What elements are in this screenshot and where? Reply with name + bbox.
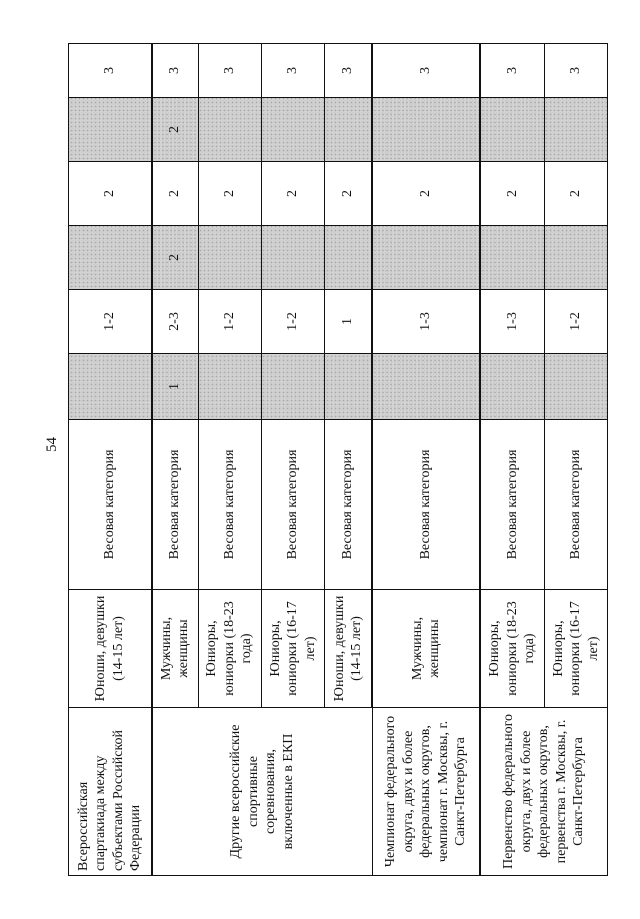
- group-cell: Юниоры, юниорки (18-23 года): [480, 590, 544, 708]
- page-number: 54: [44, 437, 60, 452]
- value-cell: 1-2: [261, 290, 324, 354]
- value-cell: 2: [198, 162, 261, 226]
- value-cell: [372, 98, 480, 162]
- value-cell: 2: [372, 162, 480, 226]
- value-cell: [69, 226, 152, 290]
- value-cell: [480, 226, 544, 290]
- value-cell: 3: [69, 44, 152, 98]
- value-cell: [544, 98, 607, 162]
- value-cell: [480, 98, 544, 162]
- discipline-cell: Весовая категория: [152, 420, 198, 590]
- table-row: [480, 44, 544, 876]
- value-cell: [480, 354, 544, 420]
- competition-cell: Всероссийская спартакиада между субъектами Российской Федерации: [69, 708, 152, 876]
- value-cell: [325, 354, 372, 420]
- value-cell: 2: [480, 162, 544, 226]
- value-cell: 3: [152, 44, 198, 98]
- value-cell: 2: [261, 162, 324, 226]
- discipline-cell: Весовая категория: [198, 420, 261, 590]
- discipline-cell: Весовая категория: [69, 420, 152, 590]
- value-cell: [261, 226, 324, 290]
- group-cell: Юниоры, юниорки (16-17 лет): [261, 590, 324, 708]
- value-cell: [69, 354, 152, 420]
- value-cell: 3: [480, 44, 544, 98]
- value-cell: 3: [325, 44, 372, 98]
- competition-cell: Первенство федерального округа, двух и более федеральных округов, первенства г. Москвы, г. Санкт-Петербурга: [480, 708, 607, 876]
- value-cell: 1-2: [544, 290, 607, 354]
- group-cell: Мужчины, женщины: [152, 590, 198, 708]
- group-cell: Юниоры, юниорки (18-23 года): [198, 590, 261, 708]
- value-cell: [198, 226, 261, 290]
- discipline-cell: Весовая категория: [325, 420, 372, 590]
- discipline-cell: Весовая категория: [372, 420, 480, 590]
- table-row: [372, 44, 480, 876]
- value-cell: [372, 226, 480, 290]
- value-cell: [372, 354, 480, 420]
- competition-cell: Чемпионат федерального округа, двух и более федеральных округов, чемпионат г. Москвы, г. Санкт-Петербурга: [372, 708, 480, 876]
- value-cell: [544, 354, 607, 420]
- discipline-cell: Весовая категория: [544, 420, 607, 590]
- value-cell: [544, 226, 607, 290]
- rotated-table-container: [68, 44, 608, 876]
- value-cell: [261, 98, 324, 162]
- value-cell: 2: [152, 98, 198, 162]
- value-cell: 1-2: [198, 290, 261, 354]
- value-cell: 2: [544, 162, 607, 226]
- value-cell: 1: [325, 290, 372, 354]
- value-cell: 2: [152, 162, 198, 226]
- value-cell: 3: [261, 44, 324, 98]
- group-cell: Мужчины, женщины: [372, 590, 480, 708]
- sport-category-table: [68, 43, 608, 876]
- value-cell: 3: [372, 44, 480, 98]
- value-cell: [261, 354, 324, 420]
- value-cell: 1-3: [372, 290, 480, 354]
- value-cell: [325, 98, 372, 162]
- discipline-cell: Весовая категория: [480, 420, 544, 590]
- value-cell: 2: [152, 226, 198, 290]
- value-cell: 1: [152, 354, 198, 420]
- value-cell: 2-3: [152, 290, 198, 354]
- group-cell: Юноши, девушки (14-15 лет): [69, 590, 152, 708]
- group-cell: Юниоры, юниорки (16-17 лет): [544, 590, 607, 708]
- value-cell: 2: [69, 162, 152, 226]
- discipline-cell: Весовая категория: [261, 420, 324, 590]
- value-cell: 2: [325, 162, 372, 226]
- value-cell: [325, 226, 372, 290]
- table-row: [69, 44, 152, 876]
- value-cell: 3: [198, 44, 261, 98]
- table-row: [152, 44, 198, 876]
- value-cell: 1-3: [480, 290, 544, 354]
- value-cell: 1-2: [69, 290, 152, 354]
- value-cell: [198, 98, 261, 162]
- value-cell: [198, 354, 261, 420]
- competition-cell: Другие всероссийские спортивные соревнования, включенные в ЕКП: [152, 708, 372, 876]
- value-cell: [69, 98, 152, 162]
- value-cell: 3: [544, 44, 607, 98]
- group-cell: Юноши, девушки (14-15 лет): [325, 590, 372, 708]
